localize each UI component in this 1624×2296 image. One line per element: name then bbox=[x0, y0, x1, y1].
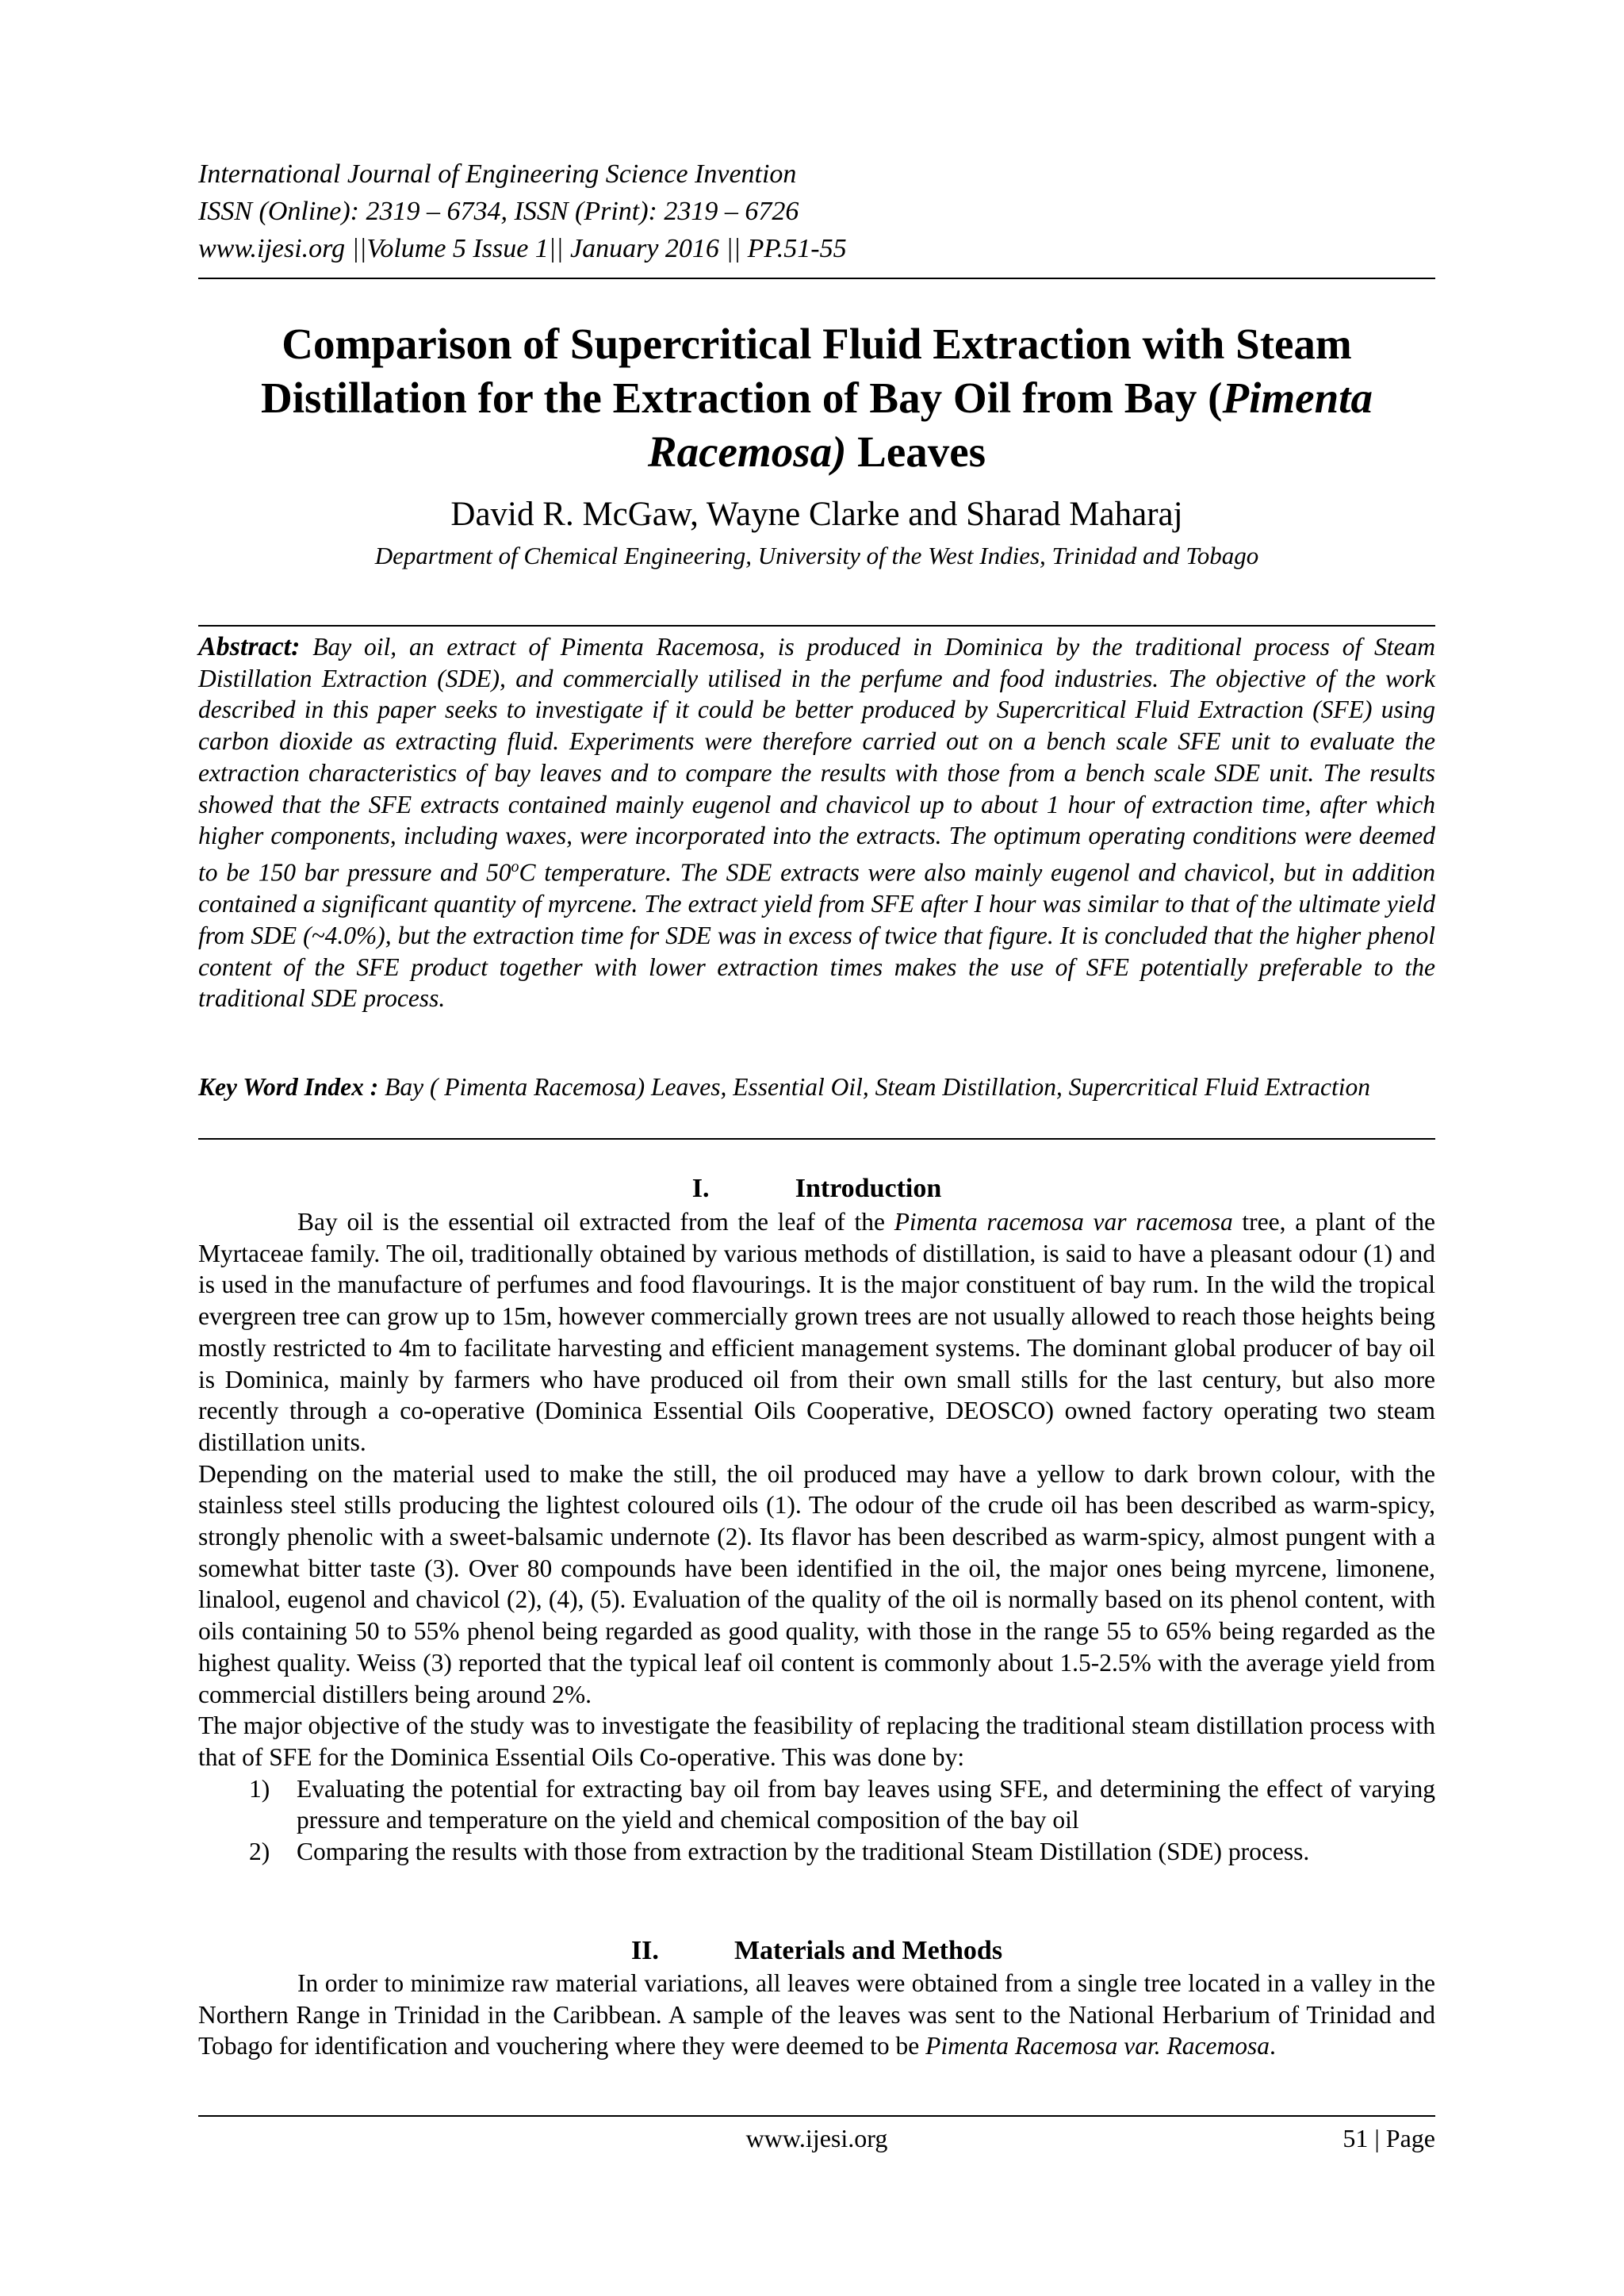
title-species-name: Racemosa) bbox=[647, 427, 847, 476]
abstract-label: Abstract: bbox=[198, 632, 301, 661]
section-number: II. bbox=[630, 1936, 659, 1965]
section-heading-materials bbox=[198, 1935, 1435, 1967]
abstract-top-rule bbox=[198, 625, 1435, 627]
keywords-label: Key Word Index : bbox=[198, 1073, 379, 1101]
objectives-list bbox=[198, 1773, 1435, 1868]
title-species-genus: Pimenta bbox=[1222, 374, 1373, 422]
abstract bbox=[198, 631, 1435, 1014]
materials-p1-text-a: In order to minimize raw material variations, all leaves were obtained from a single tree located in a valley in the Northern Range in Trinidad in the Caribbean. A sample of the leaves was sent to the National Herbarium of Trinidad and Tobago for identification and vouchering where they were deemed to be bbox=[198, 1969, 1435, 2060]
materials-p1-text-b: . bbox=[1269, 2032, 1276, 2060]
intro-p1-text-b: tree, a plant of the Myrtaceae family. The oil, traditionally obtained by various methods of distillation, is said to have a pleasant odour (1) and is used in the manufacture of perfumes and food flavourings. It is the major constituent of bay rum. In the wild the tropical evergreen tree can grow up to 15m, however commercially grown trees are not usually allowed to reach those heights being mostly restricted to 4m to facilitate harvesting and efficient management systems. The dominant global producer of bay oil is Dominica, mainly by farmers who have produced oil from their own small stills for the last century, but also more recently through a co-operative (Dominica Essential Oils Cooperative, DEOSCO) owned factory operating two steam distillation units. bbox=[198, 1208, 1435, 1456]
keywords-text: Bay ( Pimenta Racemosa) Leaves, Essential Oil, Steam Distillation, Supercritical Fluid Extraction bbox=[378, 1073, 1370, 1101]
list-item bbox=[198, 1773, 1435, 1836]
abstract-text-b: C temperature. The SDE extracts were also mainly eugenol and chavicol, but in addition contained a significant quantity of myrcene. The extract yield from SFE after I hour was similar to that of the ultimate yield from SDE (~4.0%), but the extraction time for SDE was in excess of twice that figure. It is concluded that the higher phenol content of the SFE product together with lower extraction times makes the use of SFE potentially preferable to the traditional SDE process. bbox=[198, 858, 1435, 1013]
intro-p1-species: Pimenta racemosa var racemosa bbox=[894, 1208, 1233, 1236]
footer-page-number: 51 | Page bbox=[1342, 2124, 1435, 2152]
header-divider bbox=[198, 278, 1435, 279]
journal-name: International Journal of Engineering Science Invention bbox=[198, 159, 797, 189]
keywords bbox=[198, 1071, 1435, 1103]
materials-body bbox=[198, 1968, 1435, 2062]
journal-header bbox=[198, 155, 1435, 267]
materials-paragraph-1 bbox=[198, 1968, 1435, 2062]
section-number: I. bbox=[691, 1174, 710, 1203]
list-item bbox=[198, 1836, 1435, 1868]
introduction-body bbox=[198, 1206, 1435, 1868]
section-title: Introduction bbox=[795, 1174, 942, 1203]
title-line-1: Comparison of Supercritical Fluid Extraction with Steam bbox=[282, 320, 1352, 368]
section-title: Materials and Methods bbox=[733, 1936, 1003, 1965]
footer-website: www.ijesi.org bbox=[745, 2124, 888, 2152]
journal-issn: ISSN (Online): 2319 – 6734, ISSN (Print): 2319 – 6726 bbox=[198, 197, 799, 226]
list-text: Comparing the results with those from extraction by the traditional Steam Distillation (SDE) process. bbox=[297, 1838, 1310, 1866]
title-line-3-text: Leaves bbox=[846, 427, 986, 476]
footer-divider bbox=[198, 2115, 1435, 2117]
journal-volume: www.ijesi.org ||Volume 5 Issue 1|| January 2016 || PP.51-55 bbox=[198, 234, 847, 263]
title-line-3 bbox=[198, 425, 1435, 479]
intro-paragraph-1 bbox=[198, 1206, 1435, 1458]
list-number: 2) bbox=[249, 1838, 270, 1866]
degree-sup: o bbox=[511, 857, 519, 876]
list-text: Evaluating the potential for extracting bay oil from bay leaves using SFE, and determining the effect of varying pressure and temperature on the yield and chemical composition of the bay oil bbox=[297, 1774, 1435, 1834]
affiliation: Department of Chemical Engineering, University of the West Indies, Trinidad and Tobago bbox=[374, 542, 1259, 569]
title-line-2-text: Distillation for the Extraction of Bay Oil from Bay ( bbox=[261, 374, 1223, 422]
intro-paragraph-2: Depending on the material used to make the still, the oil produced may have a yellow to dark brown colour, with the stainless steel stills producing the lightest coloured oils (1). The odour of the crude oil has been described as warm-spicy, strongly phenolic with a sweet-balsamic undernote (2). Its flavor has been described as warm-spicy, almost pungent with a somewhat bitter taste (3). Over 80 compounds have been identified in the oil, the major ones being myrcene, limonene, linalool, eugenol and chavicol (2), (4), (5). Evaluation of the quality of the oil is normally based on its phenol content, with oils containing 50 to 55% phenol being regarded as good quality, with those in the range 55 to 65% being regarded as the highest quality. Weiss (3) reported that the typical leaf oil content is commonly about 1.5-2.5% with the average yield from commercial distillers being around 2%. bbox=[198, 1459, 1435, 1708]
list-number: 1) bbox=[249, 1774, 270, 1803]
paper-title bbox=[198, 317, 1435, 479]
intro-paragraph-3: The major objective of the study was to investigate the feasibility of replacing the traditional steam distillation process with that of SFE for the Dominica Essential Oils Co-operative. This was done by: bbox=[198, 1711, 1435, 1771]
authors: David R. McGaw, Wayne Clarke and Sharad Maharaj bbox=[450, 496, 1183, 533]
section-heading-introduction bbox=[198, 1173, 1435, 1205]
keywords-bottom-rule bbox=[198, 1138, 1435, 1140]
abstract-text-a: Bay oil, an extract of Pimenta Racemosa, is produced in Dominica by the traditional process of Steam Distillation Extraction (SDE), and commercially utilised in the perfume and food industries. The objective of the work described in this paper seeks to investigate if it could be better produced by Supercritical Fluid Extraction (SFE) using carbon dioxide as extracting fluid. Experiments were therefore carried out on a bench scale SFE unit to evaluate the extraction characteristics of bay leaves and to compare the results with those from a bench scale SDE unit. The results showed that the SFE extracts contained mainly eugenol and chavicol up to about 1 hour of extraction time, after which higher components, including waxes, were incorporated into the extracts. The optimum operating conditions were deemed to be 150 bar pressure and 50 bbox=[198, 633, 1435, 887]
title-line-2 bbox=[198, 371, 1435, 425]
intro-p1-text-a: Bay oil is the essential oil extracted from the leaf of the bbox=[297, 1208, 894, 1236]
materials-p1-species: Pimenta Racemosa var. Racemosa bbox=[925, 2032, 1270, 2060]
